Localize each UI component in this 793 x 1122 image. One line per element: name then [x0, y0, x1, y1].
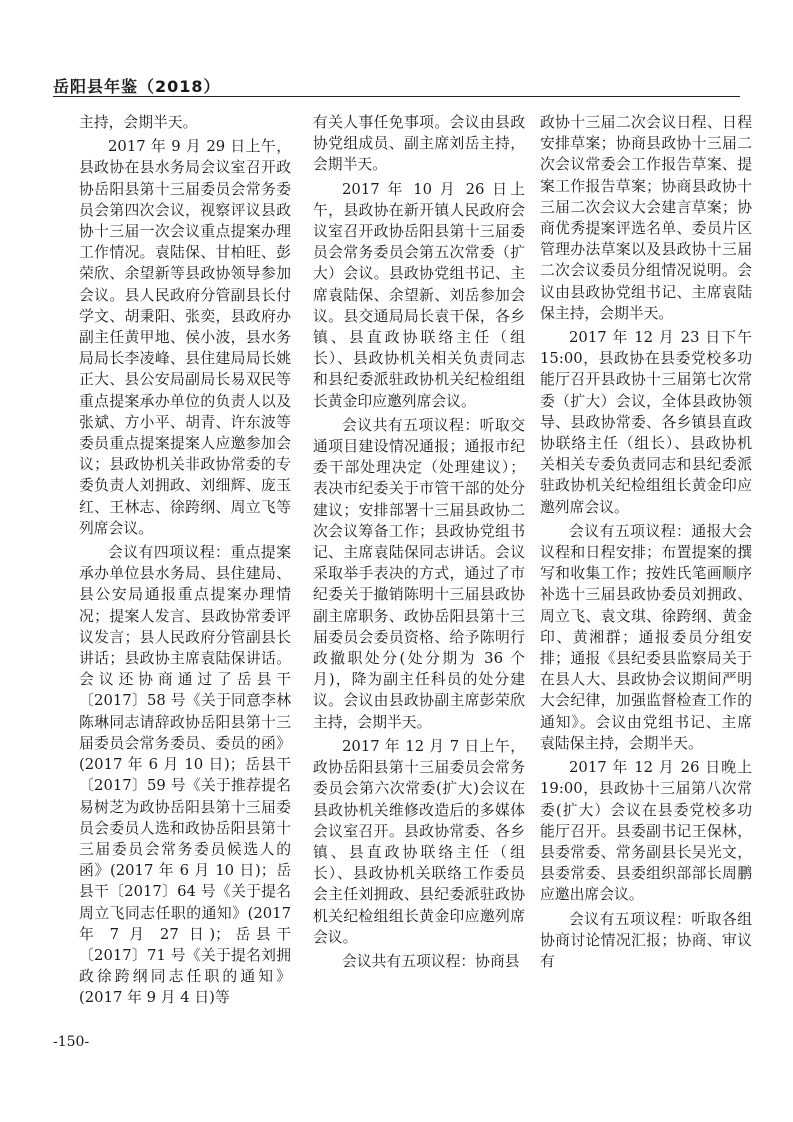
- paragraph: 2017 年 9 月 29 日上午，县政协在县水务局会议室召开政协岳阳县第十三届委员会常务委员会第四次会议，视察评议县政协十三届一次会议重点提案办理工作情况。袁陆保、甘柏旺、彭荣欣、余望新等县政协领导参加会议。县人民政府分管副县长付学文、胡秉阳、张奕，县政府办副主任黄甲地、侯小波，县水务局局长李凌峰、县住建局局长姚正大、县公安局副局长易双民等重点提案承办单位的负责人以及张斌、方小平、胡青、许东波等委员重点提案提案人应邀参加会议；县政协机关非政协常委的专委负责人刘拥政、刘细辉、庞玉红、王林志、徐跨纲、周立飞等列席会议。: [79, 138, 291, 537]
- page-number: -150-: [53, 1034, 90, 1050]
- paragraph: 会议有五项议程：听取各组协商讨论情况汇报；协商、审议有: [540, 910, 752, 970]
- paragraph: 主持，会期半天。: [79, 114, 198, 131]
- paragraph: 会议共有五项议程：听取交通项目建设情况通报；通报市纪委干部处理决定（处理建议）；表决市纪委关于市管干部的处分建议；安排部署十三届县政协二次会议筹备工作；县政协党组书记、主席袁陆保同志讲话。会议采取举手表决的方式，通过了市纪委关于撤销陈明十三届县政协副主席职务、政协岳阳县第十三届委员会委员资格、给予陈明行政撤职处分(处分期为 36 个月)，降为副主任科员的处分建议。会议由县政协副主席彭荣欣主持，会期半天。: [313, 416, 525, 731]
- paragraph: 会议有五项议程：通报大会议程和日程安排；布置提案的撰写和收集工作；按姓氏笔画顺序补选十三届县政协委员刘拥政、周立飞、袁文琪、徐跨纲、黄金印、黄湘群；通报委员分组安排；通报《县纪委县监察局关于在县人大、县政协会议期间严明大会纪律，加强监督检查工作的通知》。会议由党组书记、主席袁陆保主持，会期半天。: [540, 522, 752, 752]
- paragraph: 有关人事任免事项。会议由县政协党组成员、副主席刘岳主持，会期半天。: [313, 114, 525, 174]
- paragraph: 2017 年 12 月 26 日晚上 19:00，县政协十三届第八次常委(扩大）会议在县委党校多功能厅召开。县委副书记王保林，县委常委、常务副县长吴光文，县委常委、县委组织部部长周鹏应邀出席会议。: [540, 759, 752, 904]
- header-rule: [53, 96, 740, 97]
- paragraph: 政协十三届二次会议日程、日程安排草案；协商县政协十三届二次会议常委会工作报告草案、提案工作报告草案；协商县政协十三届二次会议大会建言草案；协商优秀提案评选名单、委员片区管理办法草案以及县政协十三届二次会议委员分组情况说明。会议由县政协党组书记、主席袁陆保主持，会期半天。: [540, 114, 752, 322]
- paragraph: 2017 年 12 月 7 日上午，政协岳阳县第十三届委员会常务委员会第六次常委(扩大)会议在县政协机关维修改造后的多媒体会议室召开。县政协常委、各乡镇、县直政协联络主任（组长）、县政协机关联络工作委员会主任刘拥政、县纪委派驻政协机关纪检组组长黄金印应邀列席会议。: [313, 737, 525, 946]
- page-header: 岳阳县年鉴（2018）: [53, 77, 221, 96]
- text-column-3: [540, 112, 752, 975]
- text-column-2: [313, 112, 525, 975]
- paragraph: 会议共有五项议程：协商县: [342, 952, 520, 970]
- text-column-1: [79, 112, 291, 1012]
- paragraph: 2017 年 12 月 23 日下午 15:00，县政协在县委党校多功能厅召开县政协十三届第七次常委（扩大）会议，全体县政协领导、县政协常委、各乡镇县直政协联络主任（组长）、县政协机关相关专委负责同志和县纪委派驻政协机关纪检组组长黄金印应邀列席会议。: [540, 329, 752, 516]
- paragraph: 2017 年 10 月 26 日上午，县政协在新开镇人民政府会议室召开政协岳阳县第十三届委员会常务委员会第五次常委（扩大）会议。县政协党组书记、主席袁陆保、余望新、刘岳参加会议。县交通局局长袁干保，各乡镇、县直政协联络主任（组长）、县政协机关相关负责同志和县纪委派驻政协机关纪检组组长黄金印应邀列席会议。: [313, 180, 525, 410]
- paragraph: 会议有四项议程：重点提案承办单位县水务局、县住建局、县公安局通报重点提案办理情况；提案人发言、县政协常委评议发言；县人民政府分管副县长讲话；县政协主席袁陆保讲话。会议还协商通过了岳县干〔2017〕58 号《关于同意李林陈琳同志请辞政协岳阳县第十三届委员会常务委员、委员的函》(2017 年 6 月 10 日)；岳县干〔2017〕59 号《关于推荐提名易树芝为政协岳阳县第十三届委员会委员人选和政协岳阳县第十三届委员会常务委员候选人的函》(2017 年 6 月 10 日)；岳县干〔2017〕64 号《关于提名周立飞同志任职的通知》(2017 年 7 月 27 日)；岳县干〔2017〕71 号《关于提名刘拥政徐跨纲同志任职的通知》(2017 年 9 月 4 日)等: [79, 544, 291, 1007]
